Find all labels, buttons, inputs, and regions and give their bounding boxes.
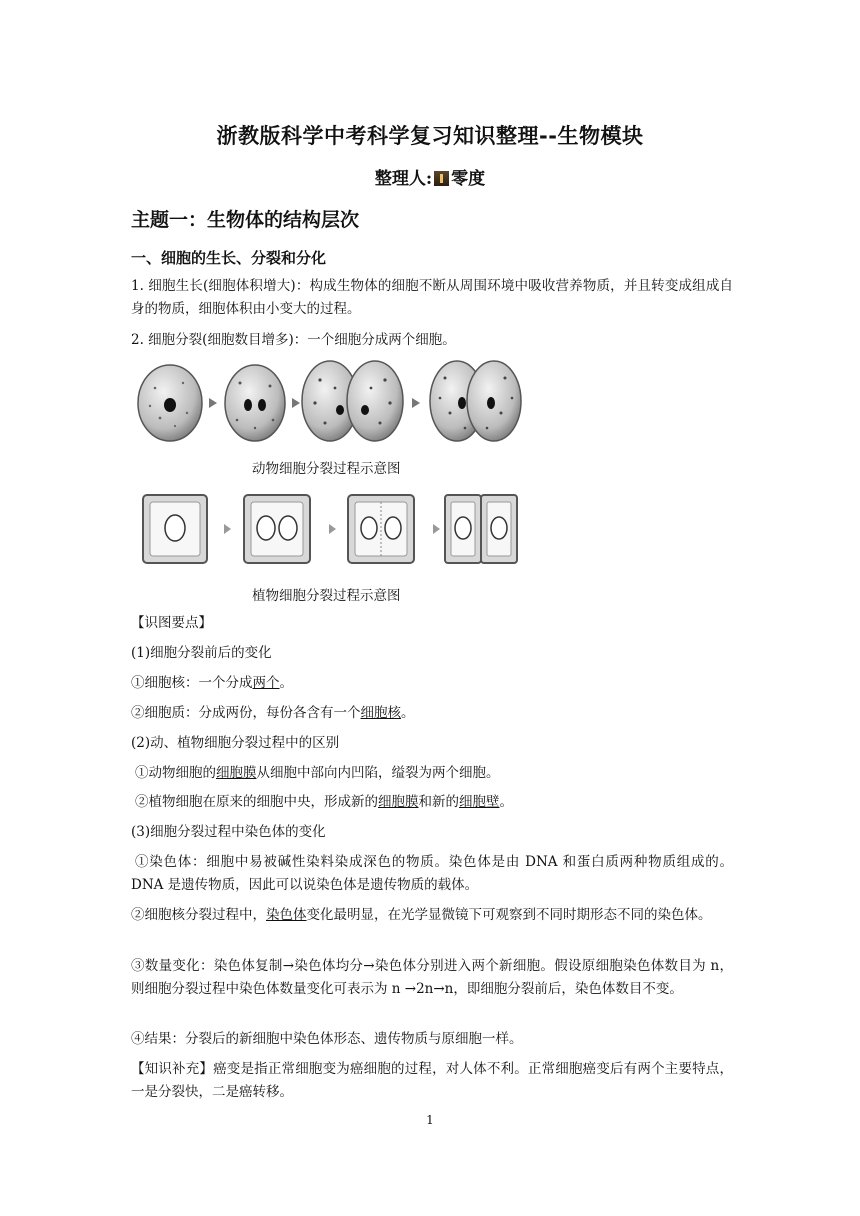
key-point-3c: ③数量变化：染色体复制→染色体均分→染色体分别进入两个新细胞。假设原细胞染色体数目为 n，则细胞分裂过程中染色体数量变化可表示为 n →2n→n，即细胞分裂前后，染色体数目不变。 bbox=[131, 958, 733, 997]
animal-figure-caption: 动物细胞分裂过程示意图 bbox=[252, 461, 401, 477]
underlined-term: 细胞核 bbox=[360, 705, 401, 721]
key-point-3: (3)细胞分裂过程中染色体的变化 bbox=[131, 824, 326, 840]
plant-cell-stage-2 bbox=[244, 495, 310, 563]
author-prefix: 整理人: bbox=[374, 169, 433, 189]
paragraph-cell-growth: 1. 细胞生长(细胞体积增大)：构成生物体的细胞不断从周围环境中吸收营养物质，并且转变成组成自身的物质，细胞体积由小变大的过程。 bbox=[131, 278, 733, 317]
paragraph-cell-division: 2. 细胞分裂(细胞数目增多)：一个细胞分成两个细胞。 bbox=[131, 332, 456, 348]
text: ①细胞核：一个分成 bbox=[131, 675, 253, 691]
text: 。 bbox=[279, 675, 293, 691]
text: 和新的 bbox=[418, 794, 459, 810]
text: 。 bbox=[401, 705, 415, 721]
animal-cell-stage-4 bbox=[430, 361, 521, 441]
underlined-term: 细胞膜 bbox=[378, 794, 419, 810]
plant-cell-stage-1 bbox=[143, 495, 207, 563]
author-name: 零度 bbox=[451, 169, 486, 189]
text: 从细胞中部向内凹陷，缢裂为两个细胞。 bbox=[256, 765, 500, 781]
animal-cell-division-figure bbox=[135, 358, 525, 448]
text: ②细胞质：分成两份，每份各含有一个 bbox=[131, 705, 361, 721]
author-logo-icon bbox=[434, 171, 449, 186]
text: ②植物细胞在原来的细胞中央，形成新的 bbox=[135, 794, 378, 810]
underlined-term: 染色体 bbox=[266, 907, 307, 923]
page-number: 1 bbox=[426, 1113, 434, 1127]
topic-heading: 主题一：生物体的结构层次 bbox=[131, 209, 360, 231]
underlined-term: 细胞壁 bbox=[459, 794, 500, 810]
arrow-icon bbox=[292, 398, 300, 408]
text: 。 bbox=[499, 794, 513, 810]
key-point-3b bbox=[131, 904, 733, 927]
key-point-2b bbox=[135, 791, 513, 814]
animal-cell-stage-3 bbox=[302, 361, 403, 441]
animal-cell-stage-1 bbox=[138, 365, 202, 441]
key-point-3a: ①染色体：细胞中易被碱性染料染成深色的物质。染色体是由 DNA 和蛋白质两种物质组成的。DNA 是遗传物质，因此可以说染色体是遗传物质的载体。 bbox=[131, 854, 733, 893]
arrow-icon bbox=[433, 524, 440, 534]
plant-cell-division-figure bbox=[140, 490, 530, 570]
plant-cell-stage-3 bbox=[348, 495, 414, 563]
plant-figure-caption: 植物细胞分裂过程示意图 bbox=[252, 588, 401, 604]
text: 变化最明显，在光学显微镜下可观察到不同时期形态不同的染色体。 bbox=[306, 907, 712, 923]
key-point-1a bbox=[131, 672, 293, 695]
text: ②细胞核分裂过程中， bbox=[131, 907, 266, 923]
underlined-term: 细胞膜 bbox=[216, 765, 257, 781]
arrow-icon bbox=[209, 398, 217, 408]
plant-cell-stage-4 bbox=[445, 495, 517, 563]
animal-cell-stage-2 bbox=[225, 365, 285, 441]
text: ①动物细胞的 bbox=[135, 765, 216, 781]
key-point-2: (2)动、植物细胞分裂过程中的区别 bbox=[131, 735, 340, 751]
key-points-title: 【识图要点】 bbox=[131, 615, 212, 631]
arrow-icon bbox=[412, 398, 420, 408]
key-point-1b bbox=[131, 702, 415, 725]
author-line bbox=[0, 164, 860, 189]
key-point-3d: ④结果：分裂后的新细胞中染色体形态、遗传物质与原细胞一样。 bbox=[131, 1031, 523, 1047]
key-point-2a bbox=[135, 762, 500, 785]
knowledge-supplement: 【知识补充】癌变是指正常细胞变为癌细胞的过程，对人体不利。正常细胞癌变后有两个主要特点，一是分裂快，二是癌转移。 bbox=[131, 1061, 733, 1100]
section-heading: 一、细胞的生长、分裂和分化 bbox=[131, 249, 327, 267]
arrow-icon bbox=[329, 524, 336, 534]
arrow-icon bbox=[224, 524, 231, 534]
key-point-1: (1)细胞分裂前后的变化 bbox=[131, 645, 272, 661]
underlined-term: 两个 bbox=[252, 675, 280, 691]
document-title: 浙教版科学中考科学复习知识整理--生物模块 bbox=[216, 124, 644, 148]
